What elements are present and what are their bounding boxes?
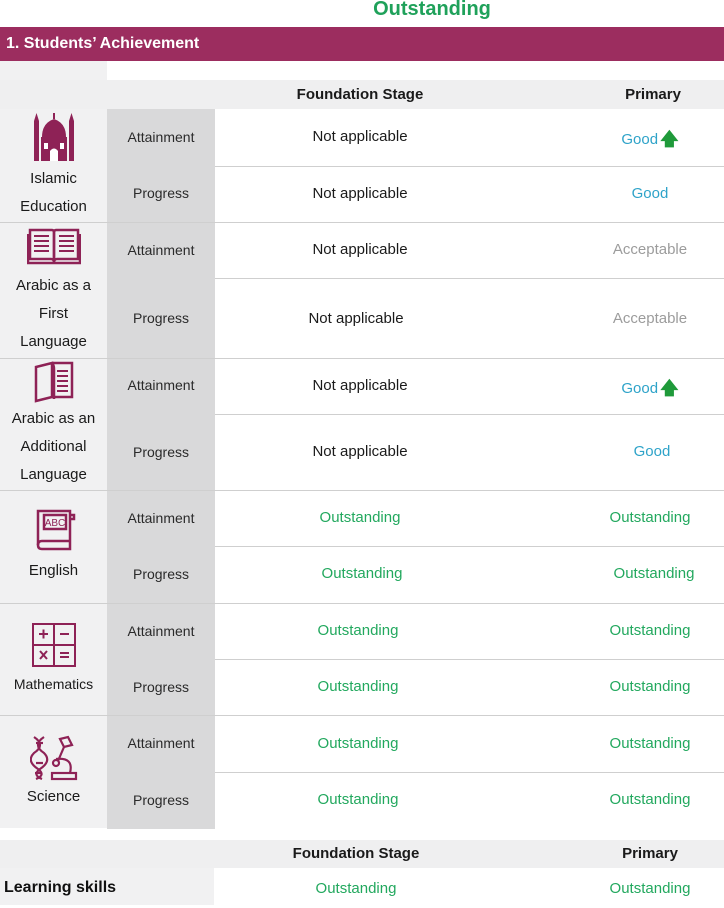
rating-cell: Outstanding <box>609 735 691 752</box>
rating-cell: Not applicable <box>308 310 404 327</box>
rating-cell: Acceptable <box>612 241 688 258</box>
subject-english <box>0 509 107 585</box>
rating-text: Good <box>621 131 659 148</box>
progress-label: Progress <box>132 444 190 460</box>
subject-name-line: Language <box>20 333 87 350</box>
abc-book-icon <box>32 509 76 555</box>
rating-text: Good <box>621 380 659 397</box>
row-divider <box>215 659 724 660</box>
subject-name-line: English <box>28 562 79 579</box>
progress-label: Progress <box>132 185 190 201</box>
attainment-label: Attainment <box>127 242 195 258</box>
rating-cell: Not applicable <box>312 128 408 145</box>
subject-divider <box>0 715 724 716</box>
row-divider <box>215 278 724 279</box>
subject-name-line: Language <box>20 466 87 483</box>
rating-cell: Outstanding <box>609 678 691 695</box>
rating-cell: Outstanding <box>609 622 691 639</box>
subject-name-line: Additional <box>20 438 87 455</box>
book-icon <box>32 361 76 403</box>
subject-arabic-additional-language <box>0 361 107 489</box>
rating-cell: Not applicable <box>312 443 408 460</box>
rating-cell: Outstanding <box>613 565 695 582</box>
rating-cell: Outstanding <box>319 509 401 526</box>
column-header-primary: Primary <box>622 845 678 862</box>
subject-name-line: First <box>38 305 69 322</box>
rating-cell: Acceptable <box>612 310 688 327</box>
rating-cell: Outstanding <box>609 880 691 897</box>
subject-name-line: Mathematics <box>13 676 94 692</box>
rating-cell: Good <box>633 443 671 460</box>
attainment-label: Attainment <box>127 129 195 145</box>
subject-name-line: Arabic as an <box>11 410 96 427</box>
row-divider <box>215 546 724 547</box>
overall-rating: Outstanding <box>373 0 491 20</box>
subject-divider <box>0 222 724 223</box>
subject-islamic-education <box>0 113 107 221</box>
row-divider <box>215 772 724 773</box>
calculator-icon <box>31 622 77 668</box>
progress-label: Progress <box>132 792 190 808</box>
subject-mathematics <box>0 622 107 698</box>
rating-cell: Outstanding <box>317 678 399 695</box>
progress-label: Progress <box>132 566 190 582</box>
rating-cell: Not applicable <box>312 377 408 394</box>
subject-divider <box>0 490 724 491</box>
rating-cell <box>560 376 724 406</box>
subject-divider <box>0 358 724 359</box>
subject-arabic-first-language <box>0 226 107 356</box>
learning-skills-label: Learning skills <box>0 868 214 905</box>
rating-cell: Outstanding <box>321 565 403 582</box>
microscope-dna-icon <box>30 735 78 781</box>
rating-cell: Outstanding <box>609 509 691 526</box>
attainment-label: Attainment <box>127 623 195 639</box>
measure-column-background <box>107 109 215 829</box>
subject-name-line: Education <box>20 198 87 215</box>
rating-cell: Outstanding <box>609 791 691 808</box>
progress-label: Progress <box>132 310 190 326</box>
column-header-foundation: Foundation Stage <box>292 845 420 862</box>
subject-name-line: Islamic <box>30 170 77 187</box>
rating-cell: Outstanding <box>317 622 399 639</box>
section-title-bar: 1. Students’ Achievement <box>0 27 724 61</box>
column-header-foundation: Foundation Stage <box>296 86 424 103</box>
row-divider <box>215 166 724 167</box>
subject-name-line: Arabic as a <box>15 277 92 294</box>
rating-cell: Not applicable <box>312 185 408 202</box>
table-header-secondary <box>0 840 724 868</box>
subject-divider <box>0 603 724 604</box>
attainment-label: Attainment <box>127 377 195 393</box>
column-header-primary: Primary <box>625 86 681 103</box>
improvement-arrow-icon: 🡅 <box>660 129 679 149</box>
rating-cell: Outstanding <box>317 735 399 752</box>
rating-cell: Good <box>631 185 669 202</box>
progress-label: Progress <box>132 679 190 695</box>
attainment-label: Attainment <box>127 510 195 526</box>
attainment-label: Attainment <box>127 735 195 751</box>
subject-name-line: Science <box>26 788 81 805</box>
improvement-arrow-icon: 🡅 <box>660 378 679 398</box>
open-book-icon <box>27 226 81 266</box>
subject-science <box>0 735 107 811</box>
svg-text:ABC: ABC <box>44 518 65 529</box>
rating-cell: Outstanding <box>317 791 399 808</box>
rating-cell: Outstanding <box>315 880 397 897</box>
learning-skills-row <box>0 868 724 905</box>
row-divider <box>215 414 724 415</box>
rating-cell: Not applicable <box>312 241 408 258</box>
table-header <box>0 80 724 109</box>
mosque-icon <box>30 113 78 163</box>
rating-cell <box>560 127 724 157</box>
